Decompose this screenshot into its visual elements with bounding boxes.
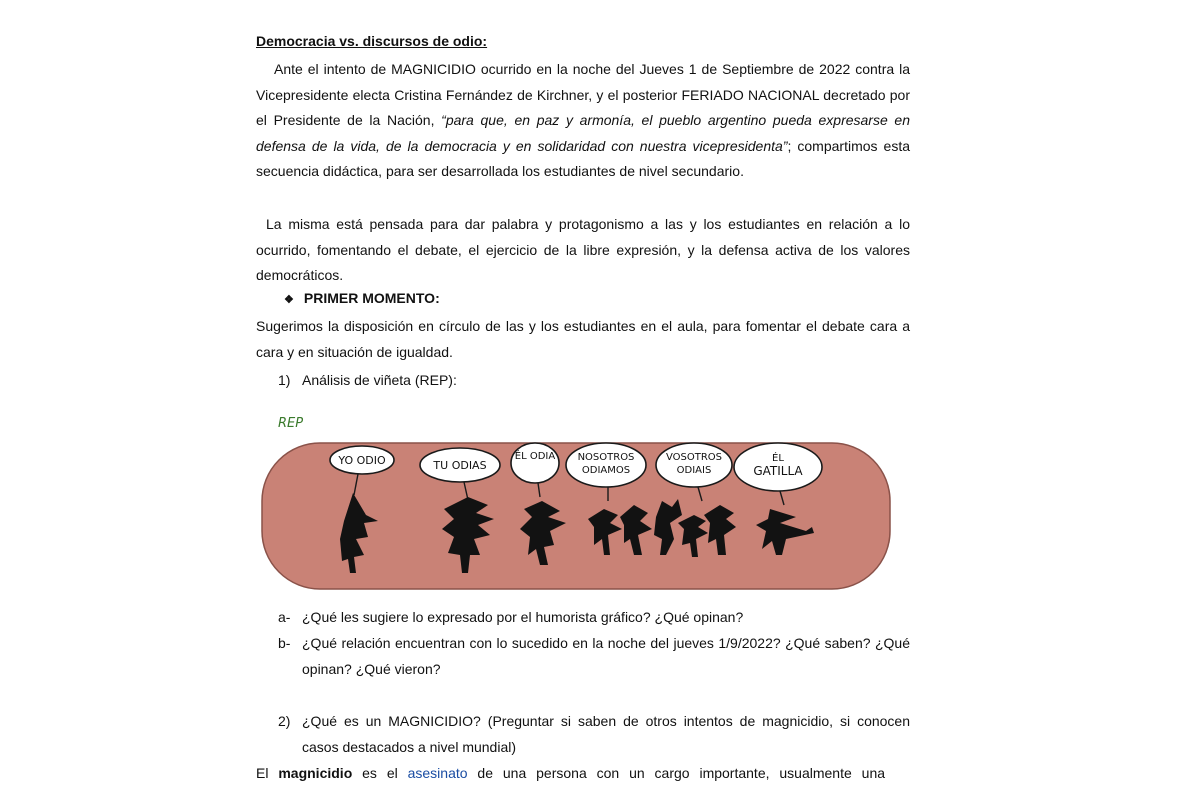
rep-cartoon: [258, 405, 894, 597]
list-marker: 1): [278, 372, 291, 388]
section-heading: [284, 290, 440, 306]
bubble-text-4b: ODIAMOS: [581, 465, 631, 476]
bubble-text-4a: NOSOTROS: [577, 452, 635, 463]
intro-text-2: ; compartimos esta secuencia didáctica, para ser desarrollada los estudiantes de nivel secundario.: [256, 137, 910, 179]
definition-term: magnicidio: [278, 765, 353, 781]
purpose-paragraph: La misma está pensada para dar palabra y protagonismo a las y los estudiantes en relación a lo ocurrido, fomentando el debate, el ejercicio de la libre expresión, y la defensa activa de los valores democráticos.: [256, 216, 910, 283]
bubble-text-6a: ÉL: [772, 453, 784, 464]
list-text: ¿Qué les sugiere lo expresado por el humorista gráfico? ¿Qué opinan?: [302, 609, 744, 625]
bubble-3: [511, 443, 559, 483]
list-item-1: [278, 368, 910, 394]
bubble-text-3: ÉL ODIA: [514, 451, 556, 462]
diamond-bullet-icon: ❖: [284, 294, 294, 306]
list-item-b: [278, 631, 910, 682]
bubble-text-2: TU ODIAS: [433, 459, 487, 472]
bubble-text-1: YO ODIO: [338, 454, 386, 467]
list-item-a: [278, 605, 910, 631]
section-heading-text: PRIMER MOMENTO:: [303, 290, 440, 306]
definition-text-2: es el: [352, 765, 408, 781]
suggestion-paragraph: Sugerimos la disposición en círculo de las y los estudiantes en el aula, para fomentar el debate cara a cara y en situación de igualdad.: [256, 318, 910, 360]
bubble-text-5b: ODIAIS: [676, 465, 712, 476]
intro-quote: “para que, en paz y armonía, el pueblo argentino pueda expresarse en defensa de la vida, de la democracia y en solidaridad con nuestra vicepresidenta”: [256, 112, 910, 154]
bubble-text-5a: VOSOTROS: [665, 452, 723, 463]
definition-paragraph: [256, 762, 910, 784]
document-title: Democracia vs. discursos de odio:: [256, 33, 488, 49]
cartoon-signature: REP: [278, 416, 304, 431]
list-marker: 2): [278, 713, 291, 729]
list-marker: b-: [278, 635, 291, 651]
intro-text-1: Ante el intento de MAGNICIDIO ocurrido en la noche del Jueves 1 de Septiembre de 2022 contra la Vicepresidente electa Cristina Fernández de Kirchner, y el posterior FERIADO NACIONAL decretado por el Presidente de la Nación,: [256, 61, 910, 128]
definition-text-1: El: [256, 765, 279, 781]
definition-text-3: de una persona con un cargo importante, usualmente una: [467, 765, 886, 781]
asesinato-link[interactable]: asesinato: [407, 765, 468, 781]
list-item-2: [278, 709, 910, 760]
list-text: ¿Qué relación encuentran con lo sucedido en la noche del jueves 1/9/2022? ¿Qué saben? ¿Qué opinan? ¿Qué vieron?: [302, 635, 910, 677]
list-text: ¿Qué es un MAGNICIDIO? (Preguntar si saben de otros intentos de magnicidio, si conocen casos destacados a nivel mundial): [302, 713, 910, 755]
intro-paragraph: [256, 57, 910, 185]
list-text: Análisis de viñeta (REP):: [302, 372, 457, 388]
bubble-text-6b: GATILLA: [753, 464, 803, 478]
list-marker: a-: [278, 609, 291, 625]
